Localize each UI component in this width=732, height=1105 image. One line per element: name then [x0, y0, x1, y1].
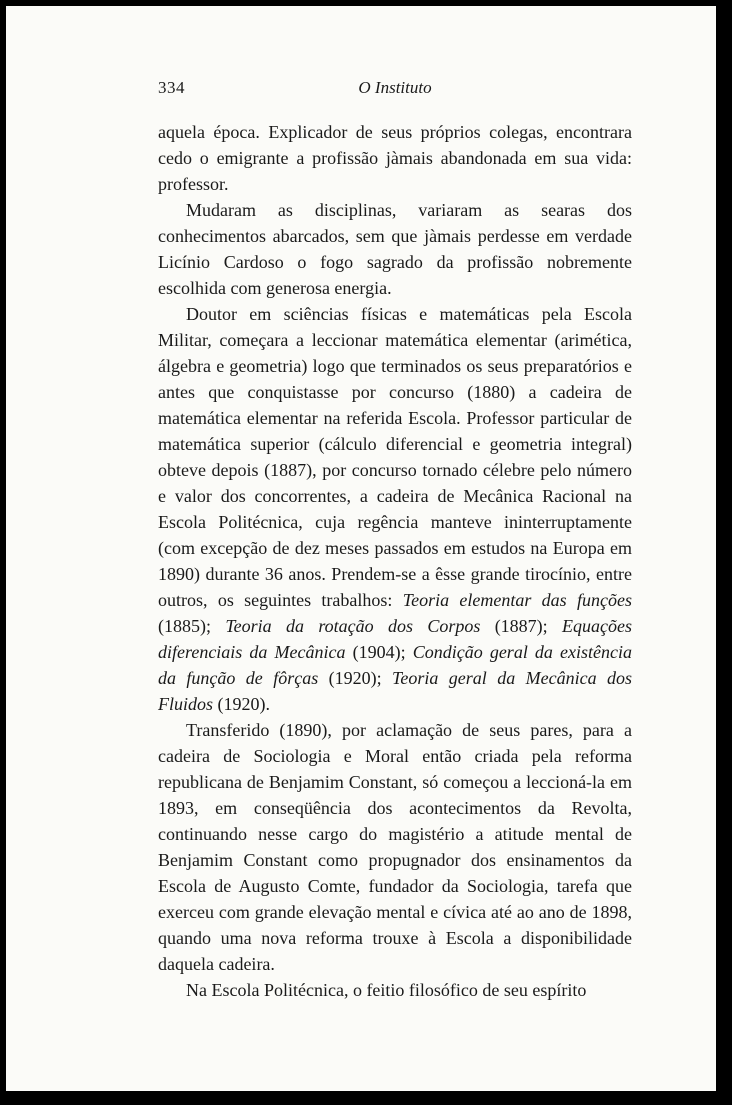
page-number: 334	[158, 78, 185, 97]
book-page	[6, 6, 719, 1094]
work-title: Equações diferenciais da Mecânica	[158, 616, 632, 662]
paragraph-text: (1920);	[318, 668, 393, 688]
paragraph-4	[158, 717, 632, 977]
paragraph-text: Na Escola Politécnica, o feitio filosófico de seu espírito	[186, 980, 587, 1000]
paragraph-text: Transferido (1890), por aclamação de seus pares, para a cadeira de Sociologia e Moral então criada pela reforma republicana de Benjamim Constant, só começou a leccioná-la em 1893, em conseqüência dos acontecimentos da Revolta, continuando nesse cargo do magistério a atitude mental de Benjamim Constant como propugnador dos ensinamentos da Escola de Augusto Comte, fundador da Sociologia, tarefa que exerceu com grande elevação mental e cívica até ao ano de 1898, quando uma nova reforma trouxe à Escola a disponibilidade daquela cadeira.	[158, 720, 632, 974]
page-header	[158, 78, 632, 102]
body-text	[158, 119, 632, 1003]
paragraph-text: (1920).	[213, 694, 271, 714]
running-title: O Instituto	[358, 78, 432, 97]
paragraph-1	[158, 119, 632, 197]
paragraph-text: (1887);	[480, 616, 563, 636]
work-title: Teoria geral da Mecânica dos Fluidos	[158, 668, 632, 714]
paragraph-text: aquela época. Explicador de seus próprios colegas, encontrara cedo o emigrante a profissão jàmais abandonada em sua vida: professor.	[158, 122, 632, 194]
paragraph-text: (1885);	[158, 616, 226, 636]
work-title: Teoria da rotação dos Corpos	[225, 616, 481, 636]
paragraph-text: Mudaram as disciplinas, variaram as searas dos conhecimentos abarcados, sem que jàmais perdesse em verdade Licínio Cardoso o fogo sagrado da profissão nobremente escolhida com generosa energia.	[158, 200, 632, 298]
work-title: Condição geral da existência da função de fôrças	[158, 642, 632, 688]
work-title: Teoria elementar das funções	[402, 590, 632, 610]
paragraph-2	[158, 197, 632, 301]
paragraph-text: (1904);	[345, 642, 413, 662]
paragraph-3	[158, 301, 632, 717]
paragraph-5	[158, 977, 632, 1003]
paragraph-text: Doutor em sciências físicas e matemáticas pela Escola Militar, começara a leccionar matemática elementar (arimética, álgebra e geometria) logo que terminados os seus preparatórios e antes que conquistasse por concurso (1880) a cadeira de matemática elementar na referida Escola. Professor particular de matemática superior (cálculo diferencial e geometria integral) obteve depois (1887), por concurso tornado célebre pelo número e valor dos concorrentes, a cadeira de Mecânica Racional na Escola Politécnica, cuja regência manteve ininterruptamente (com excepção de dez meses passados em estudos na Europa em 1890) durante 36 anos. Prendem-se a êsse grande tirocínio, entre outros, os seguintes trabalhos:	[158, 304, 632, 610]
